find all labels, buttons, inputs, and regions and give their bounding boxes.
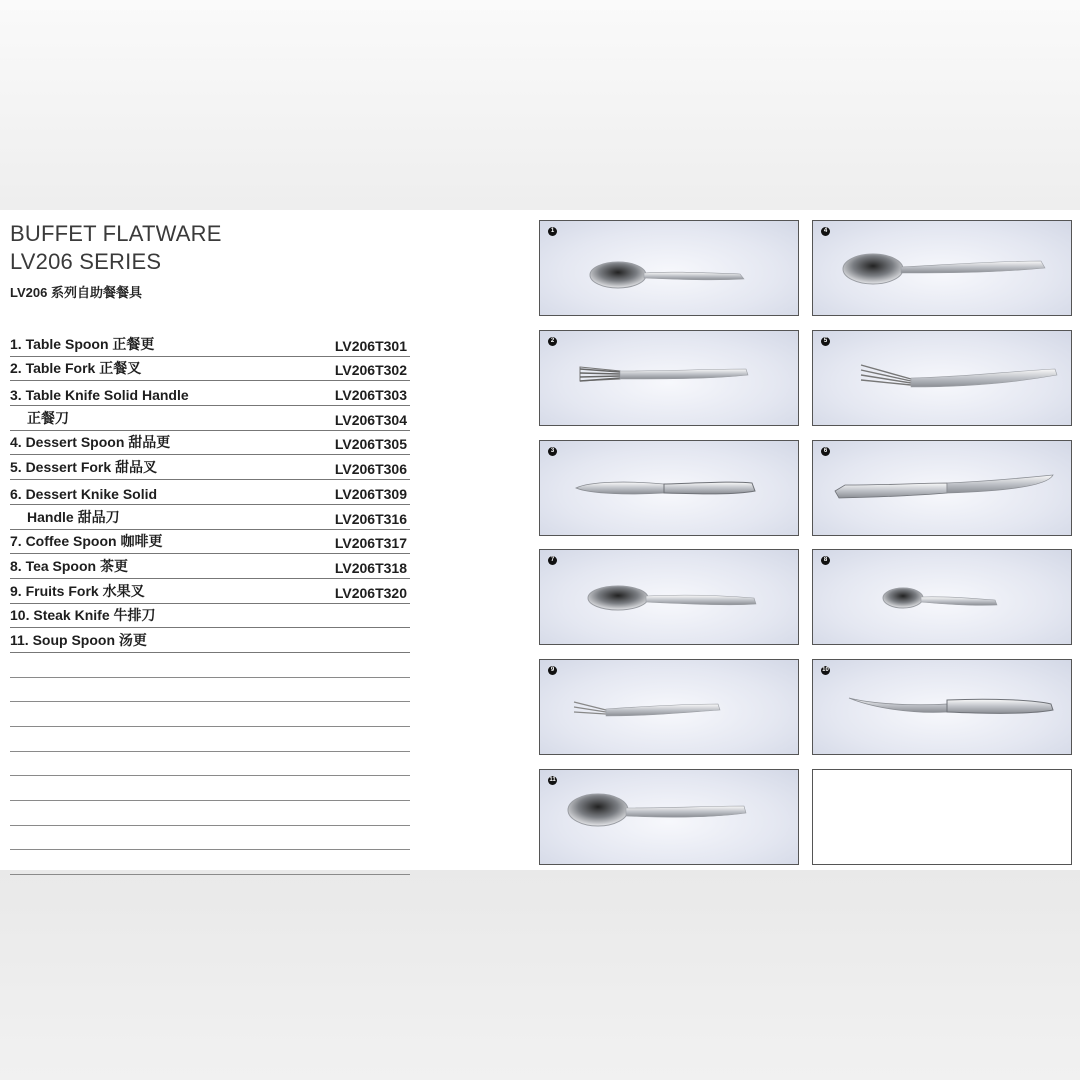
blank-line bbox=[10, 678, 410, 703]
item-badge: 7 bbox=[548, 556, 557, 565]
blank-line bbox=[10, 801, 410, 826]
blank-line bbox=[10, 776, 410, 801]
product-tile bbox=[539, 330, 799, 426]
dessert-spoon-icon bbox=[813, 221, 1071, 315]
item-name: 10. Steak Knife 牛排刀 bbox=[10, 607, 156, 624]
product-list bbox=[10, 332, 410, 875]
item-code: LV206T320 bbox=[334, 584, 407, 601]
item-code: LV206T305 bbox=[334, 436, 407, 453]
list-item bbox=[10, 357, 410, 382]
item-badge: 3 bbox=[548, 447, 557, 456]
product-tile bbox=[539, 549, 799, 645]
item-code: LV206T306 bbox=[334, 461, 407, 478]
product-tile bbox=[812, 659, 1072, 755]
item-name: 9. Fruits Fork 水果叉 bbox=[10, 582, 145, 599]
item-code: LV206T309 bbox=[334, 485, 407, 502]
blank-line bbox=[10, 752, 410, 777]
item-code: LV206T301 bbox=[334, 337, 407, 354]
top-background bbox=[0, 0, 1080, 210]
item-code: LV206T302 bbox=[334, 362, 407, 379]
product-tile bbox=[812, 330, 1072, 426]
catalog-page bbox=[0, 210, 1080, 870]
table-knife-icon bbox=[540, 441, 798, 535]
empty-tile bbox=[812, 769, 1072, 865]
list-item bbox=[10, 554, 410, 579]
item-name: 5. Dessert Fork 甜品叉 bbox=[10, 459, 158, 476]
list-item bbox=[10, 530, 410, 555]
list-item bbox=[10, 505, 410, 530]
blank-line bbox=[10, 727, 410, 752]
item-name: 6. Dessert Knike Solid bbox=[10, 485, 158, 502]
dessert-fork-icon bbox=[813, 331, 1071, 425]
item-badge: 1 bbox=[548, 227, 557, 236]
blank-line bbox=[10, 850, 410, 875]
blank-line bbox=[10, 826, 410, 851]
item-name: 2. Table Fork 正餐叉 bbox=[10, 360, 142, 377]
item-name: 4. Dessert Spoon 甜品更 bbox=[10, 434, 171, 451]
item-badge: 8 bbox=[821, 556, 830, 565]
item-code: LV206T318 bbox=[334, 559, 407, 576]
table-spoon-icon bbox=[540, 221, 798, 315]
item-badge: 11 bbox=[549, 777, 556, 783]
coffee-spoon-icon bbox=[540, 550, 798, 644]
item-code: LV206T317 bbox=[334, 535, 407, 552]
steak-knife-icon bbox=[813, 660, 1071, 754]
item-badge: 6 bbox=[821, 447, 830, 456]
blank-line bbox=[10, 702, 410, 727]
list-item bbox=[10, 431, 410, 456]
list-item bbox=[10, 628, 410, 653]
item-badge: 10 bbox=[822, 667, 829, 673]
item-code: LV206T303 bbox=[334, 387, 407, 404]
fruits-fork-icon bbox=[540, 660, 798, 754]
product-tile bbox=[539, 769, 799, 865]
list-item bbox=[10, 332, 410, 357]
product-tile bbox=[812, 220, 1072, 316]
list-item bbox=[10, 406, 410, 431]
soup-spoon-icon bbox=[540, 770, 798, 864]
item-badge: 9 bbox=[548, 666, 557, 675]
table-fork-icon bbox=[540, 331, 798, 425]
item-name: 1. Table Spoon 正餐更 bbox=[10, 335, 155, 352]
item-name: 正餐刀 bbox=[27, 409, 69, 426]
product-tile bbox=[539, 659, 799, 755]
item-name: 7. Coffee Spoon 咖啡更 bbox=[10, 533, 163, 550]
item-name: 11. Soup Spoon 汤更 bbox=[10, 631, 147, 648]
blank-line bbox=[10, 653, 410, 678]
tea-spoon-icon bbox=[813, 550, 1071, 644]
title-line-2: LV206 SERIES bbox=[10, 249, 162, 274]
dessert-knife-icon bbox=[813, 441, 1071, 535]
page-subtitle: LV206 系列自助餐餐具 bbox=[10, 285, 142, 300]
item-code: LV206T304 bbox=[334, 411, 407, 428]
title-line-1: BUFFET FLATWARE bbox=[10, 221, 222, 246]
item-name: 8. Tea Spoon 茶更 bbox=[10, 557, 128, 574]
item-badge: 4 bbox=[821, 227, 830, 236]
item-name: 3. Table Knife Solid Handle bbox=[10, 387, 189, 404]
list-item bbox=[10, 455, 410, 480]
item-badge: 2 bbox=[548, 337, 557, 346]
product-tile bbox=[539, 220, 799, 316]
product-tile bbox=[812, 549, 1072, 645]
item-name: Handle 甜品刀 bbox=[27, 508, 120, 525]
product-tile bbox=[812, 440, 1072, 536]
list-item bbox=[10, 480, 410, 505]
bottom-background bbox=[0, 870, 1080, 1080]
list-item bbox=[10, 579, 410, 604]
page-title bbox=[10, 220, 222, 276]
item-code: LV206T316 bbox=[334, 510, 407, 527]
item-badge: 5 bbox=[821, 337, 830, 346]
list-item bbox=[10, 381, 410, 406]
list-item bbox=[10, 604, 410, 629]
product-tile bbox=[539, 440, 799, 536]
